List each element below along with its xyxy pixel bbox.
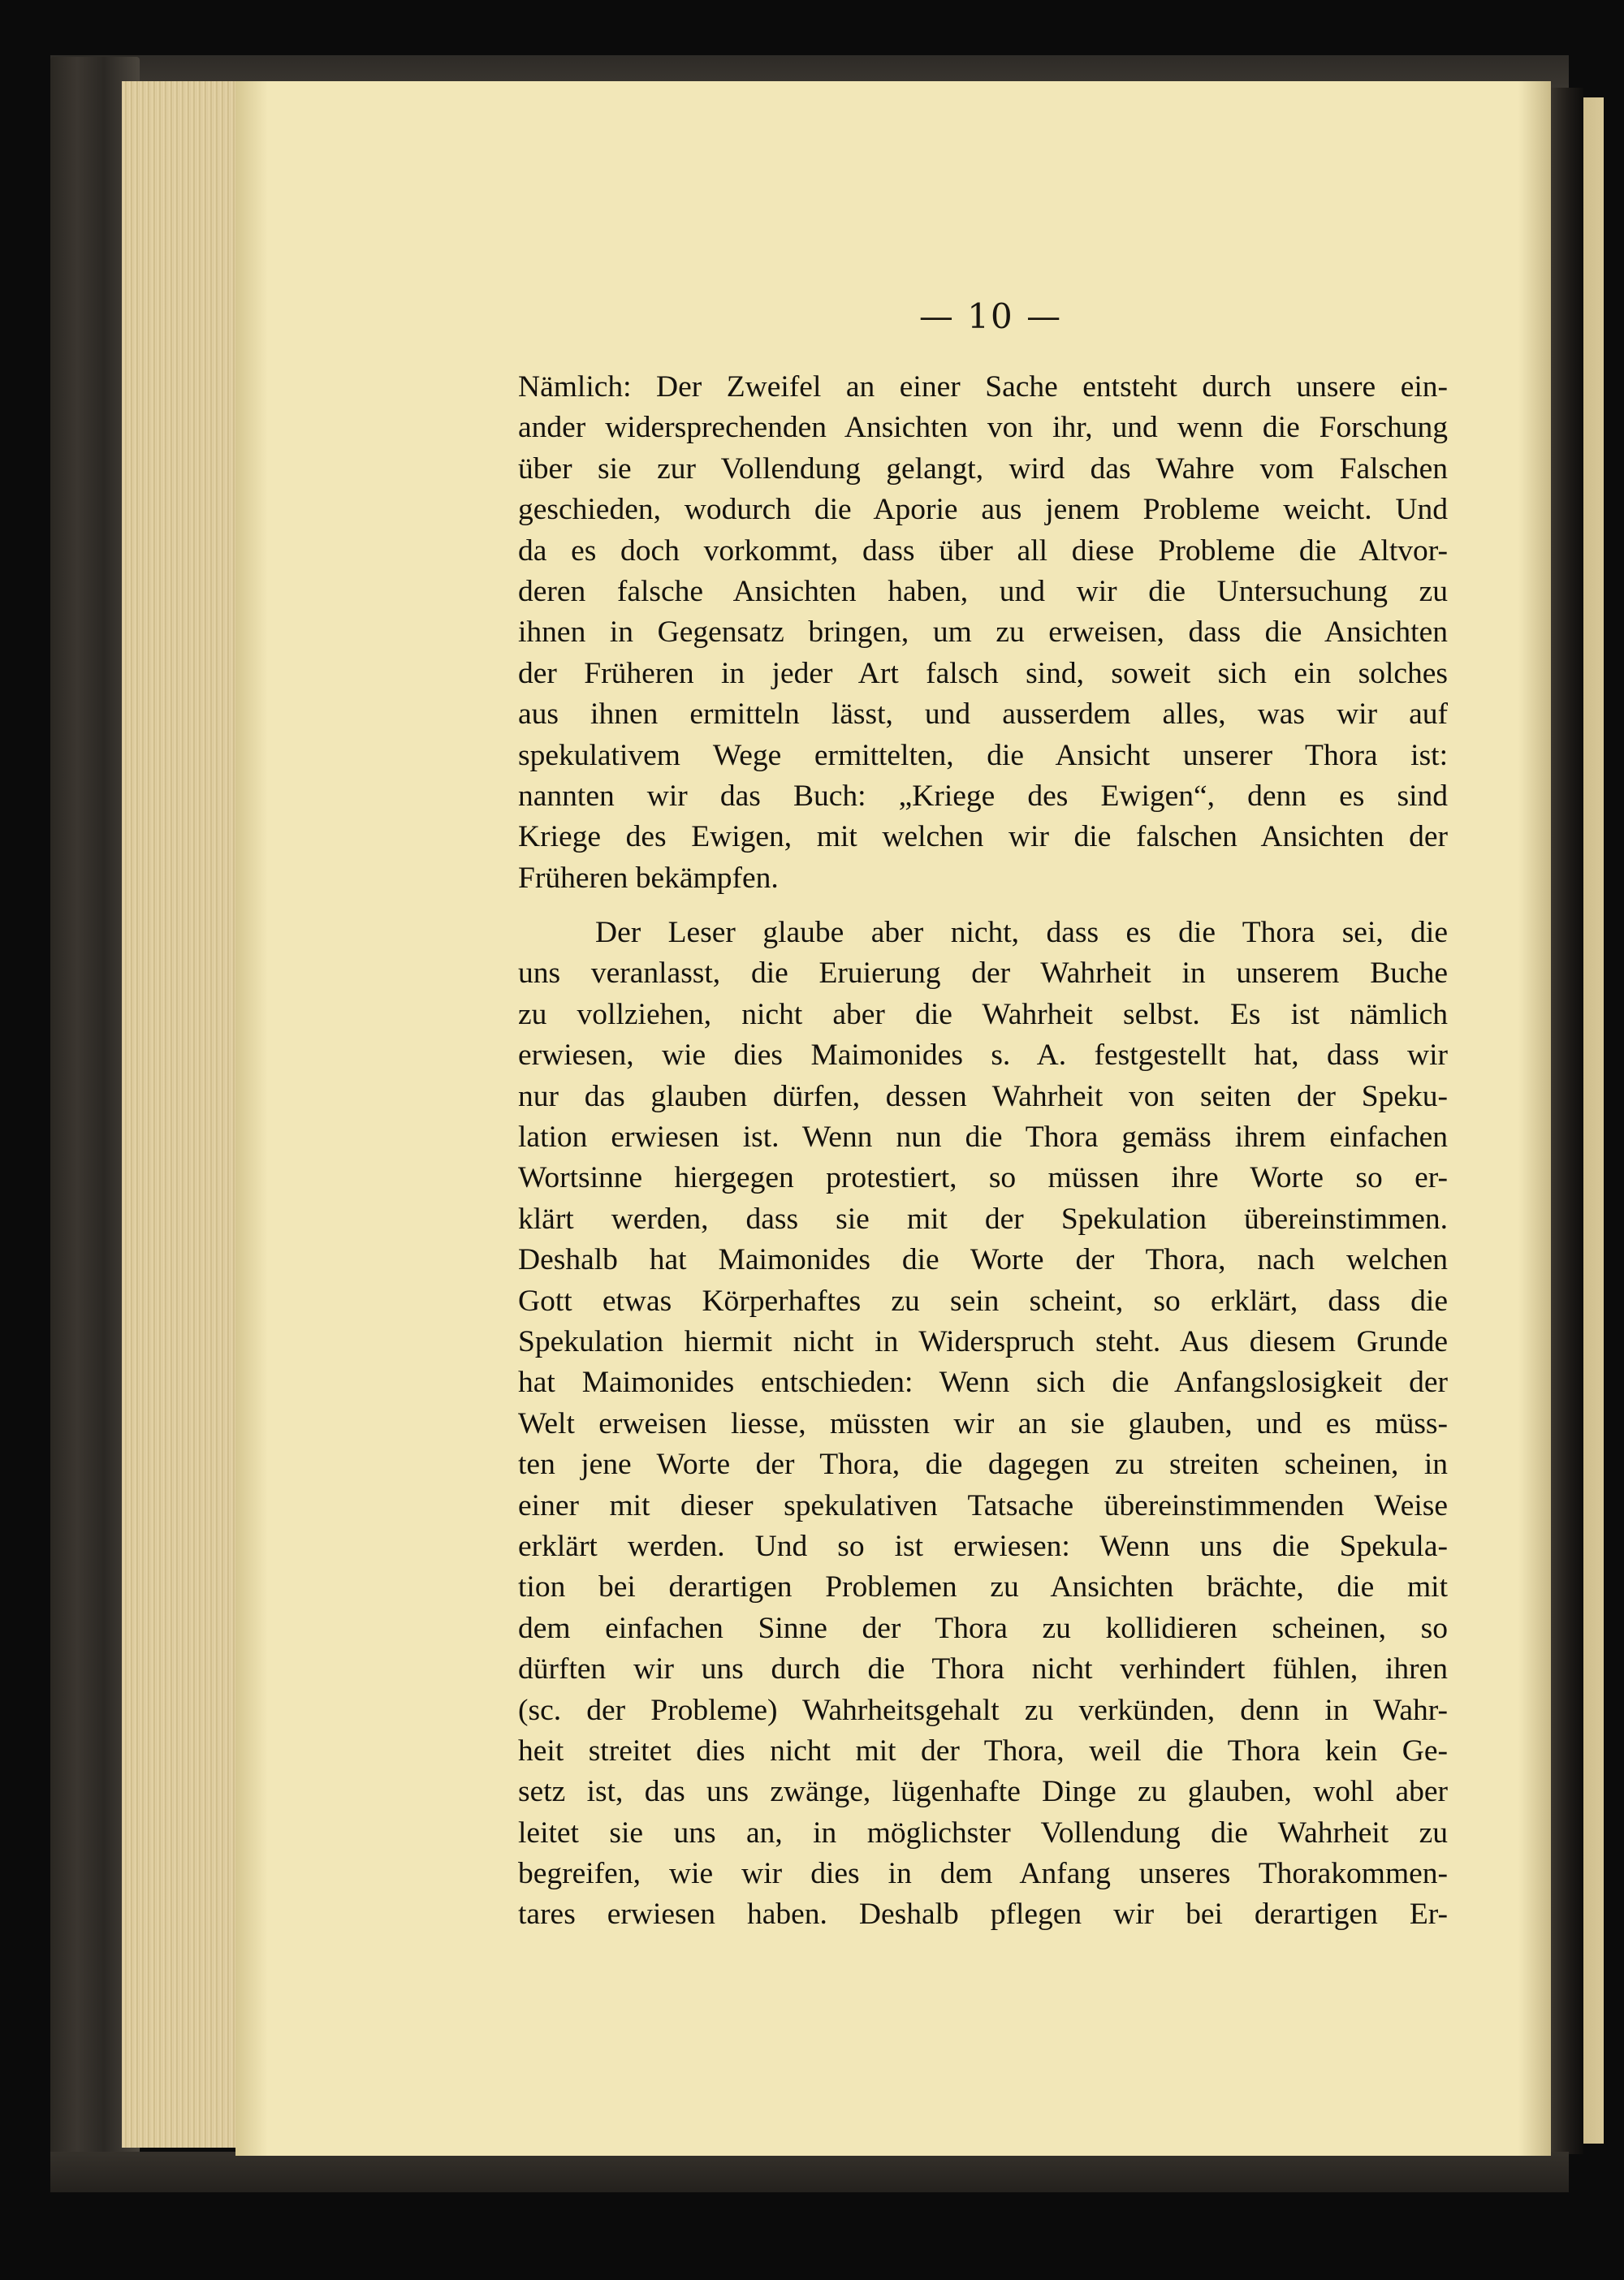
text-line: deren falsche Ansichten haben, und wir die Untersuchung zu: [518, 574, 1448, 608]
text-line: Welt erweisen liesse, müssten wir an sie glauben, und es müss-: [518, 1406, 1448, 1440]
text-line: Nämlich: Der Zweifel an einer Sache entsteht durch unsere ein-: [518, 370, 1448, 404]
text-line: nur das glauben dürfen, dessen Wahrheit von seiten der Speku-: [518, 1079, 1448, 1113]
text-line: zu vollziehen, nicht aber die Wahrheit selbst. Es ist nämlich: [518, 997, 1448, 1031]
text-line: dürften wir uns durch die Thora nicht verhindert fühlen, ihren: [518, 1652, 1448, 1686]
paragraph: [518, 367, 1448, 899]
text-line: der Früheren in jeder Art falsch sind, soweit sich ein solches: [518, 656, 1448, 690]
paragraph: [518, 913, 1448, 1936]
text-line: Wortsinne hiergegen protestiert, so müssen ihre Worte so er-: [518, 1161, 1448, 1195]
text-line: leitet sie uns an, in möglichster Vollendung die Wahrheit zu: [518, 1816, 1448, 1850]
text-line: hat Maimonides entschieden: Wenn sich die Anfangslosigkeit der: [518, 1366, 1448, 1400]
text-line: ten jene Worte der Thora, die dagegen zu streiten scheinen, in: [518, 1448, 1448, 1482]
book-spine-right: [1547, 88, 1583, 2154]
text-line: (sc. der Probleme) Wahrheitsgehalt zu verkünden, denn in Wahr-: [518, 1693, 1448, 1727]
text-line: lation erwiesen ist. Wenn nun die Thora gemäss ihrem einfachen: [518, 1121, 1448, 1155]
text-line: aus ihnen ermitteln lässt, und ausserdem alles, was wir auf: [518, 697, 1448, 732]
text-line: Gott etwas Körperhaftes zu sein scheint, so erklärt, dass die: [518, 1284, 1448, 1318]
text-line: Der Leser glaube aber nicht, dass es die Thora sei, die: [595, 916, 1448, 950]
text-line: spekulativem Wege ermittelten, die Ansicht unserer Thora ist:: [518, 738, 1448, 772]
text-line: ander widersprechenden Ansichten von ihr, und wenn die Forschung: [518, 411, 1448, 445]
text-line: tares erwiesen haben. Deshalb pflegen wir bei derartigen Er-: [518, 1898, 1448, 1932]
body-text: [518, 367, 1448, 1936]
text-line: dem einfachen Sinne der Thora zu kollidieren scheinen, so: [518, 1611, 1448, 1645]
text-line: Deshalb hat Maimonides die Worte der Thora, nach welchen: [518, 1243, 1448, 1277]
page-number: — 10 —: [918, 296, 1063, 336]
page-stack-edge: [122, 81, 244, 2148]
text-line: einer mit dieser spekulativen Tatsache übereinstimmenden Weise: [518, 1488, 1448, 1522]
text-line: ihnen in Gegensatz bringen, um zu erweisen, dass die Ansichten: [518, 615, 1448, 650]
text-line: klärt werden, dass sie mit der Spekulation übereinstimmen.: [518, 1202, 1448, 1236]
text-line: geschieden, wodurch die Aporie aus jenem Probleme weicht. Und: [518, 493, 1448, 527]
paragraph-gap: [518, 899, 1448, 913]
text-line: Kriege des Ewigen, mit welchen wir die falschen Ansichten der: [518, 820, 1448, 854]
book-cover-bottom: [50, 2152, 1569, 2192]
text-line: Früheren bekämpfen.: [518, 861, 779, 895]
text-line: nannten wir das Buch: „Kriege des Ewigen“, denn es sind: [518, 779, 1448, 813]
text-line: Spekulation hiermit nicht in Widerspruch steht. Aus diesem Grunde: [518, 1324, 1448, 1358]
text-line: über sie zur Vollendung gelangt, wird das Wahre vom Falschen: [518, 451, 1448, 486]
text-line: heit streitet dies nicht mit der Thora, weil die Thora kein Ge-: [518, 1734, 1448, 1768]
text-line: begreifen, wie wir dies in dem Anfang unseres Thorakommen-: [518, 1857, 1448, 1891]
text-line: tion bei derartigen Problemen zu Ansichten brächte, die mit: [518, 1570, 1448, 1604]
text-line: erklärt werden. Und so ist erwiesen: Wenn uns die Spekula-: [518, 1529, 1448, 1563]
text-line: erwiesen, wie dies Maimonides s. A. festgestellt hat, dass wir: [518, 1039, 1448, 1073]
text-line: uns veranlasst, die Eruierung der Wahrheit in unserem Buche: [518, 956, 1448, 991]
text-line: da es doch vorkommt, dass über all diese Probleme die Altvor-: [518, 533, 1448, 568]
text-line: setz ist, das uns zwänge, lügenhafte Dinge zu glauben, wohl aber: [518, 1775, 1448, 1809]
